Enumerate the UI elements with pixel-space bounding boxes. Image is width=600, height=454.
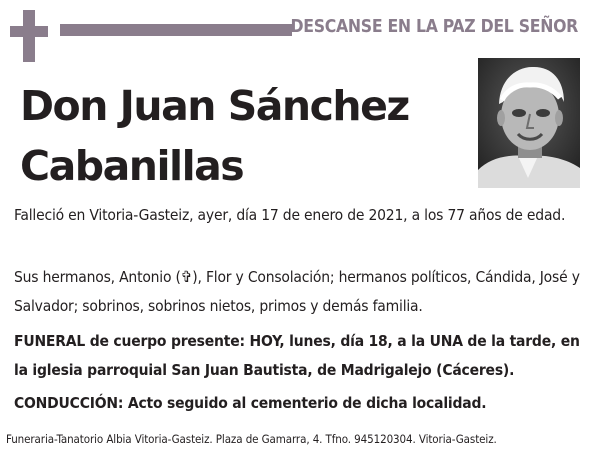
header-text: DESCANSE EN LA PAZ DEL SEÑOR [290,17,578,37]
deceased-photo [478,58,580,188]
deceased-name-line1: Don Juan Sánchez [20,82,409,130]
death-announcement: Falleció en Vitoria-Gasteiz, ayer, día 17 de enero de 2021, a los 77 años de edad. [14,206,566,224]
family-text-before: Sus hermanos, Antonio ( [14,268,181,286]
deceased-name [20,76,450,196]
deceased-cross-icon: ✞ [180,268,193,286]
family-list [14,263,584,321]
cross-icon [10,10,48,62]
funeral-info: FUNERAL de cuerpo presente: HOY, lunes, día 18, a la UNA de la tarde, en la iglesia parroquial San Juan Bautista, de Madrigalejo (Cáceres). [14,332,580,379]
conduccion-info: CONDUCCIÓN: Acto seguido al cementerio de dicha localidad. [14,394,487,412]
family-text-after: ), Flor y Consolación; hermanos políticos, Cándida, José y Salvador; sobrinos, sobrinos nietos, primos y demás familia. [14,268,580,315]
funeral-home-footer: Funeraria-Tanatorio Albia Vitoria-Gasteiz. Plaza de Gamarra, 4. Tfno. 945120304. Vitoria-Gasteiz. [6,432,497,446]
portrait-image [478,58,580,188]
deceased-name-line2: Cabanillas [20,142,244,190]
header-band [60,24,292,36]
